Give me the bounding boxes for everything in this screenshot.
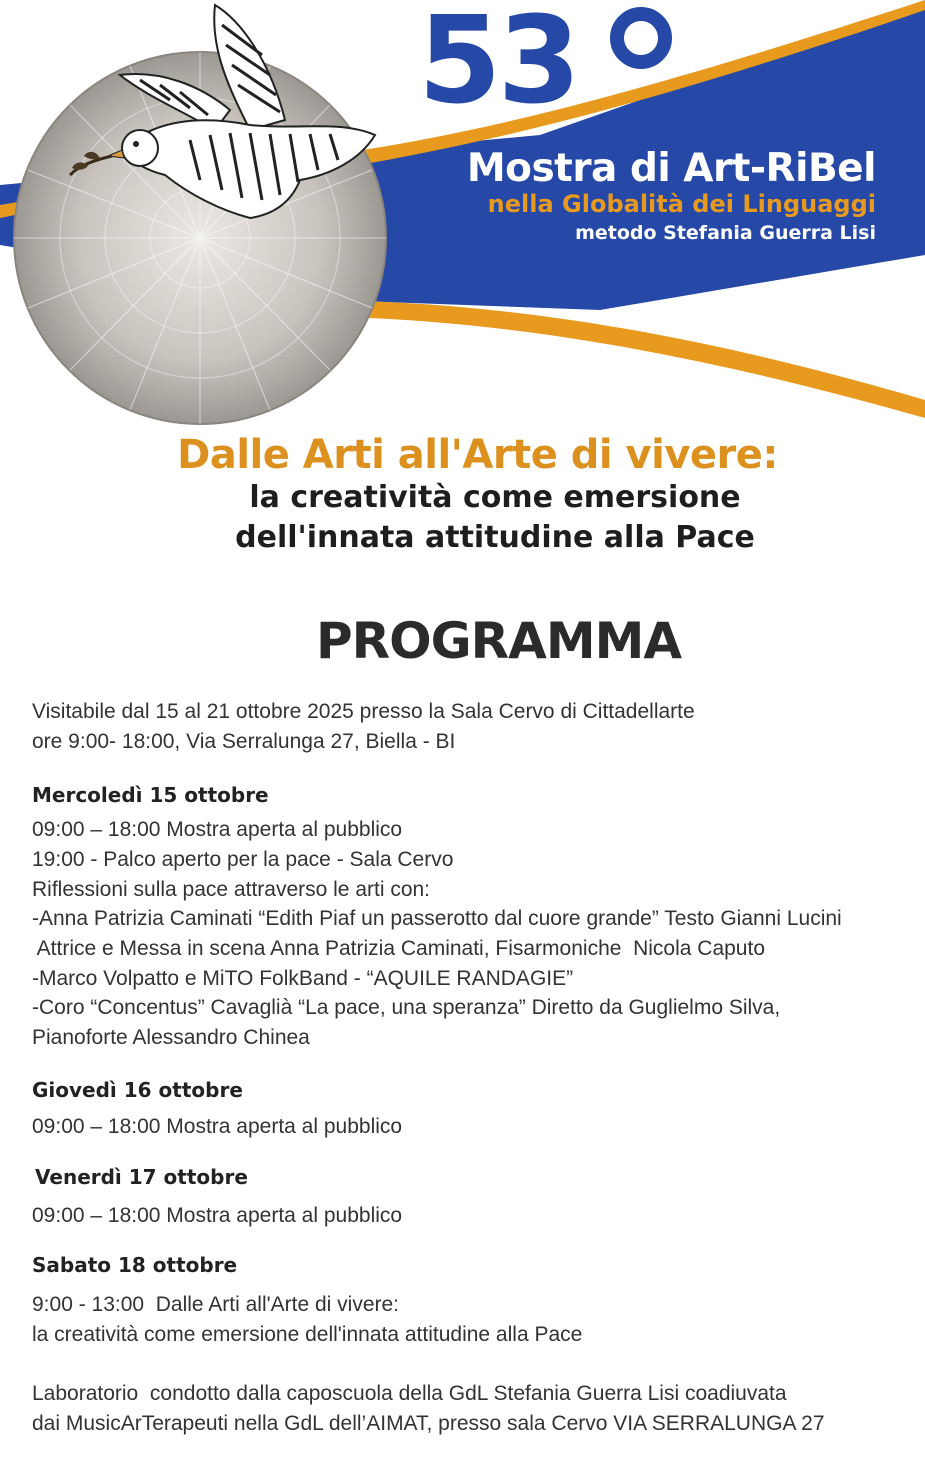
footer-line-2: dai MusicArTerapeuti nella GdL dell’AIMAT, presso sala Cervo VIA SERRALUNGA 27 [32, 1412, 825, 1435]
saturday-line: 9:00 - 13:00 Dalle Arti all'Arte di vivere: [32, 1293, 400, 1316]
saturday-line: la creatività come emersione dell'innata attitudine alla Pace [32, 1323, 583, 1346]
orange-stripe-bottom [300, 300, 925, 418]
headline: Dalle Arti all'Arte di vivere: [177, 432, 778, 478]
wednesday-line: -Coro “Concentus” Cavaglià “La pace, una speranza” Diretto da Guglielmo Silva, [32, 996, 781, 1019]
friday-line: 09:00 – 18:00 Mostra aperta al pubblico [32, 1204, 403, 1227]
wednesday-line: 19:00 - Palco aperto per la pace - Sala Cervo [32, 848, 454, 871]
thursday-line: 09:00 – 18:00 Mostra aperta al pubblico [32, 1115, 403, 1138]
exhibition-title: Mostra di Art-RiBel [466, 146, 876, 191]
edition-number: 53 [418, 0, 577, 131]
wednesday-line: Riflessioni sulla pace attraverso le arti con: [32, 878, 431, 901]
wednesday-line: Attrice e Messa in scena Anna Patrizia Caminati, Fisarmoniche Nicola Caputo [32, 937, 766, 960]
header-banner [0, 0, 925, 430]
day-title-wednesday: Mercoledì 15 ottobre [32, 783, 269, 807]
wednesday-line: -Anna Patrizia Caminati “Edith Piaf un passerotto dal cuore grande” Testo Gianni Lucini [32, 907, 842, 930]
subheadline-line-2: dell'innata attitudine alla Pace [235, 520, 755, 555]
wednesday-line: 09:00 – 18:00 Mostra aperta al pubblico [32, 818, 403, 841]
exhibition-method: metodo Stefania Guerra Lisi [575, 222, 876, 244]
degree-symbol [603, 2, 683, 82]
subheadline-line-1: la creatività come emersione [249, 480, 741, 515]
wednesday-line: Pianoforte Alessandro Chinea [32, 1026, 310, 1049]
intro-line-1: Visitabile dal 15 al 21 ottobre 2025 presso la Sala Cervo di Cittadellarte [32, 700, 695, 723]
day-title-saturday: Sabato 18 ottobre [32, 1253, 238, 1277]
day-title-thursday: Giovedì 16 ottobre [32, 1078, 243, 1102]
exhibition-subtitle: nella Globalità dei Linguaggi [487, 190, 876, 218]
intro-line-2: ore 9:00- 18:00, Via Serralunga 27, Biella - BI [32, 730, 456, 753]
program-title: PROGRAMMA [315, 612, 682, 670]
footer-line-1: Laboratorio condotto dalla caposcuola della GdL Stefania Guerra Lisi coadiuvata [32, 1382, 787, 1405]
day-title-friday: Venerdì 17 ottobre [35, 1165, 248, 1189]
wednesday-line: -Marco Volpatto e MiTO FolkBand - “AQUILE RANDAGIE” [32, 967, 574, 990]
